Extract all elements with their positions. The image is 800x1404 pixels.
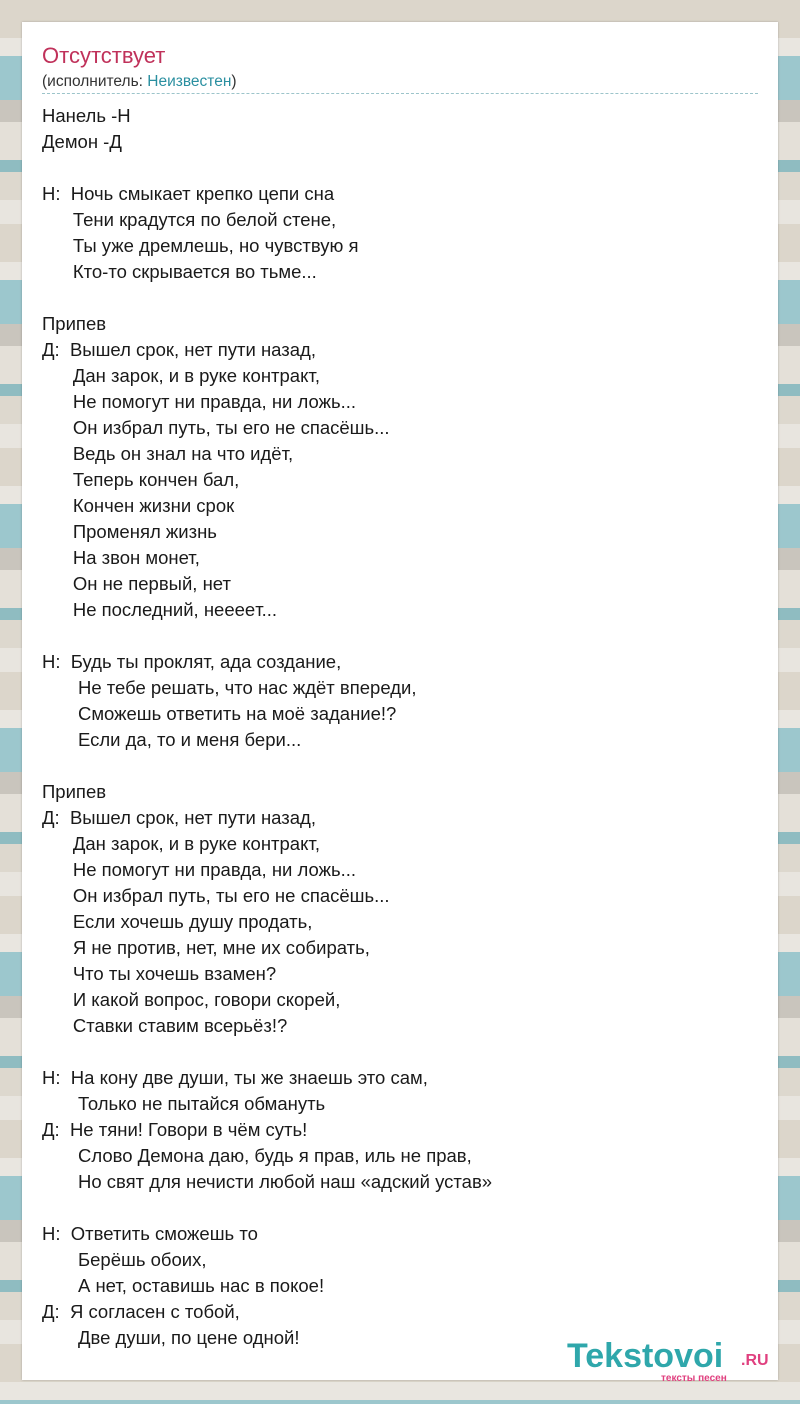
logo-domain: .RU (741, 1352, 769, 1369)
lyric-line: Две души, по цене одной! (42, 1327, 300, 1348)
lyric-line: Теперь кончен бал, (42, 469, 240, 490)
lyric-line: Д: Я согласен с тобой, (42, 1301, 240, 1322)
lyric-line: Сможешь ответить на моё задание!? (42, 703, 397, 724)
stanza-gap (42, 753, 492, 779)
stanza-gap (42, 285, 492, 311)
performer-line (42, 72, 237, 92)
lyric-line: Д: Вышел срок, нет пути назад, (42, 807, 316, 828)
lyric-line: И какой вопрос, говори скорей, (42, 989, 341, 1010)
lyric-line: Он не первый, нет (42, 573, 231, 594)
lyric-line: Н: На кону две души, ты же знаешь это сам, (42, 1067, 428, 1088)
lyric-line: Кто-то скрывается во тьме... (42, 261, 317, 282)
logo-wordmark: Tekstovoi (567, 1337, 724, 1375)
lyric-line: Припев (42, 781, 107, 802)
artist-link[interactable]: Неизвестен (147, 73, 232, 90)
lyric-line: Н: Ночь смыкает крепко цепи сна (42, 183, 335, 204)
lyric-line: Д: Не тяни! Говори в чём суть! (42, 1119, 308, 1140)
song-title: Отсутствует (42, 43, 166, 68)
lyrics-text (42, 103, 492, 1351)
lyric-line: Дан зарок, и в руке контракт, (42, 365, 320, 386)
performer-suffix: ) (231, 73, 237, 90)
lyric-line: Не тебе решать, что нас ждёт впереди, (42, 677, 417, 698)
site-logo[interactable] (567, 1336, 777, 1386)
stanza-gap (42, 1039, 492, 1065)
lyric-line: Н: Будь ты проклят, ада создание, (42, 651, 342, 672)
lyric-line: Не помогут ни правда, ни ложь... (42, 391, 357, 412)
lyric-line: Но свят для нечисти любой наш «адский устав» (42, 1171, 493, 1192)
lyric-line: Если да, то и меня бери... (42, 729, 302, 750)
lyric-line: Припев (42, 313, 107, 334)
lyric-line: Демон -Д (42, 131, 122, 152)
lyric-line: Слово Демона даю, будь я прав, иль не прав, (42, 1145, 472, 1166)
lyric-line: А нет, оставишь нас в покое! (42, 1275, 325, 1296)
header-divider (42, 93, 758, 94)
lyric-line: Не последний, нееeeт... (42, 599, 278, 620)
lyric-line: Берёшь обоих, (42, 1249, 207, 1270)
stanza-gap (42, 623, 492, 649)
stanza-gap (42, 155, 492, 181)
lyric-line: Он избрал путь, ты его не спасёшь... (42, 417, 390, 438)
lyric-line: На звон монет, (42, 547, 200, 568)
stanza-gap (42, 1195, 492, 1221)
lyric-line: Не помогут ни правда, ни ложь... (42, 859, 357, 880)
logo-tagline: тексты песен (661, 1373, 727, 1384)
lyric-line: Дан зарок, и в руке контракт, (42, 833, 320, 854)
lyric-line: Кончен жизни срок (42, 495, 235, 516)
lyric-line: Н: Ответить сможешь то (42, 1223, 258, 1244)
performer-prefix: (исполнитель: (42, 73, 148, 90)
lyric-line: Что ты хочешь взамен? (42, 963, 277, 984)
lyric-line: Ведь он знал на что идёт, (42, 443, 294, 464)
lyric-line: Ставки ставим всерьёз!? (42, 1015, 288, 1036)
lyric-line: Тени крадутся по белой стене, (42, 209, 337, 230)
lyric-line: Он избрал путь, ты его не спасёшь... (42, 885, 390, 906)
lyrics-card (22, 22, 778, 1380)
lyric-line: Если хочешь душу продать, (42, 911, 313, 932)
lyric-line: Нанель -Н (42, 105, 131, 126)
lyric-line: Только не пытайся обмануть (42, 1093, 326, 1114)
lyric-line: Д: Вышел срок, нет пути назад, (42, 339, 316, 360)
lyric-line: Я не против, нет, мне их собирать, (42, 937, 370, 958)
lyric-line: Променял жизнь (42, 521, 217, 542)
lyric-line: Ты уже дремлешь, но чувствую я (42, 235, 359, 256)
